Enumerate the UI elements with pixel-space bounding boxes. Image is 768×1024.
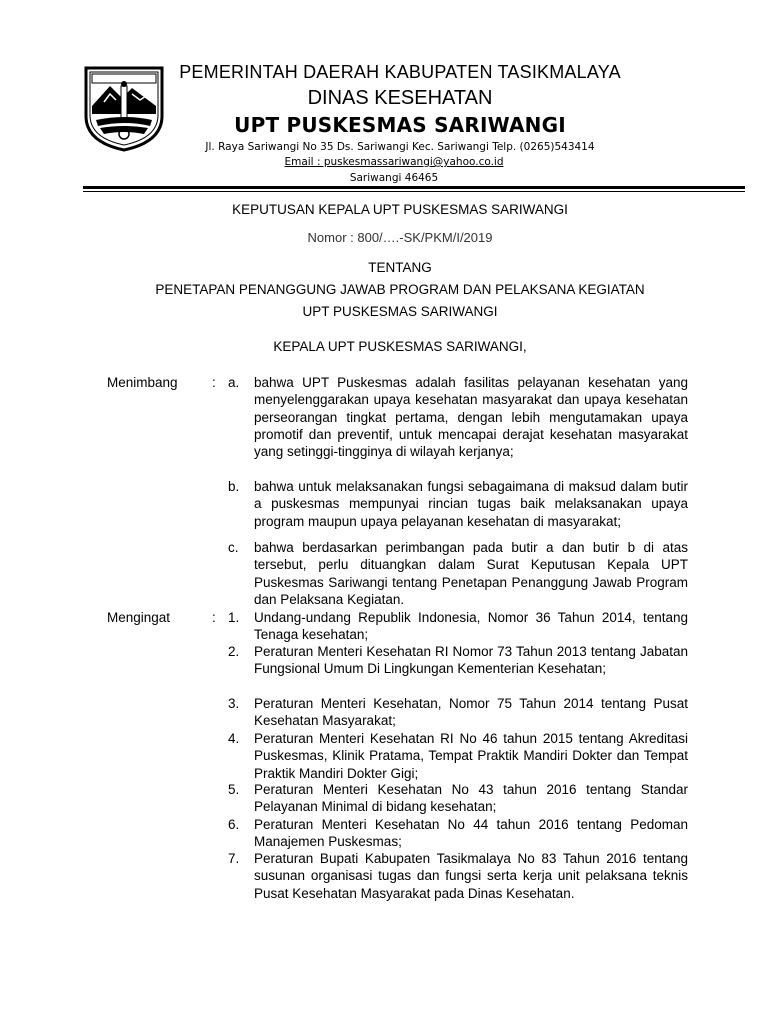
item-marker: 4. <box>228 731 240 746</box>
mengingat-item <box>228 781 688 816</box>
decree-subject-line2: UPT PUSKESMAS SARIWANGI <box>302 304 498 319</box>
decree-subject-line1: PENETAPAN PENANGGUNG JAWAB PROGRAM DAN PELAKSANA KEGIATAN <box>155 282 645 297</box>
letterhead-department: DINAS KESEHATAN <box>307 87 493 109</box>
mengingat-item <box>228 695 688 730</box>
letterhead-divider-thin <box>83 191 745 192</box>
item-text: Peraturan Bupati Kabupaten Tasikmalaya No 83 Tahun 2016 tentang susunan organisasi tugas dan fungsi serta kerja unit pelaksana teknis Pusat Kesehatan Masyarakat pada Dinas Kesehatan. <box>254 851 688 901</box>
menimbang-colon: : <box>212 375 216 390</box>
menimbang-item <box>228 374 688 460</box>
item-text: Peraturan Menteri Kesehatan No 43 tahun 2016 tentang Standar Pelayanan Minimal di bidang kesehatan; <box>254 782 688 815</box>
letterhead-government: PEMERINTAH DAERAH KABUPATEN TASIKMALAYA <box>179 62 621 82</box>
mengingat-colon: : <box>212 610 216 625</box>
item-text: bahwa untuk melaksanakan fungsi sebagaimana di maksud dalam butir a puskesmas mempunyai rincian tugas baik melaksanakan upaya program maupun upaya pelayanan kesehatan di masyarakat; <box>254 479 688 529</box>
decree-tentang: TENTANG <box>368 260 432 275</box>
menimbang-label: Menimbang <box>107 375 178 390</box>
letterhead-divider-thick <box>83 186 745 189</box>
decree-number: Nomor : 800/….-SK/PKM/I/2019 <box>307 230 493 245</box>
mengingat-item <box>228 850 688 902</box>
decree-authority: KEPALA UPT PUSKESMAS SARIWANGI, <box>273 339 527 354</box>
mengingat-item <box>228 643 688 678</box>
item-marker: 2. <box>228 644 240 659</box>
item-marker: 7. <box>228 851 240 866</box>
letterhead-institution: UPT PUSKESMAS SARIWANGI <box>234 113 566 137</box>
item-marker: 1. <box>228 610 240 625</box>
item-marker: a. <box>228 375 240 390</box>
letterhead-address: Jl. Raya Sariwangi No 35 Ds. Sariwangi Kec. Sariwangi Telp. (0265)543414 <box>205 141 595 153</box>
mengingat-item <box>228 730 688 782</box>
item-text: Peraturan Menteri Kesehatan No 44 tahun 2016 tentang Pedoman Manajemen Puskesmas; <box>254 817 688 850</box>
item-text: Undang-undang Republik Indonesia, Nomor 36 Tahun 2014, tentang Tenaga kesehatan; <box>254 610 688 643</box>
item-marker: b. <box>228 479 240 494</box>
decree-title: KEPUTUSAN KEPALA UPT PUSKESMAS SARIWANGI <box>232 202 568 217</box>
mengingat-label: Mengingat <box>107 610 171 625</box>
item-marker: 6. <box>228 817 240 832</box>
item-marker: 5. <box>228 782 240 797</box>
mengingat-item <box>228 609 688 644</box>
mengingat-item <box>228 816 688 851</box>
item-text: Peraturan Menteri Kesehatan RI Nomor 73 Tahun 2013 tentang Jabatan Fungsional Umum Di Lingkungan Kementerian Kesehatan; <box>254 644 688 677</box>
item-text: bahwa UPT Puskesmas adalah fasilitas pelayanan kesehatan yang menyelenggarakan upaya kesehatan masyarakat dan upaya kesehatan perseorangan tingkat pertama, dengan lebih mengutamakan upaya promotif dan preventif, untuk mencapai derajat kesehatan masyarakat yang setinggi-tingginya di wilayah kerjanya; <box>254 375 688 460</box>
letterhead-email[interactable]: Email : puskesmassariwangi@yahoo.co.id <box>284 156 504 168</box>
menimbang-item <box>228 539 688 608</box>
item-marker: c. <box>228 540 239 555</box>
item-marker: 3. <box>228 696 240 711</box>
letterhead-postal: Sariwangi 46465 <box>349 172 439 184</box>
item-text: Peraturan Menteri Kesehatan RI No 46 tahun 2015 tentang Akreditasi Puskesmas, Klinik Pratama, Tempat Praktik Mandiri Dokter dan Tempat Praktik Mandiri Dokter Gigi; <box>254 731 688 781</box>
menimbang-item <box>228 478 688 530</box>
item-text: bahwa berdasarkan perimbangan pada butir a dan butir b di atas tersebut, perlu dituangkan dalam Surat Keputusan Kepala UPT Puskesmas Sariwangi tentang Penetapan Penanggung Jawab Program dan Pelaksana Kegiatan. <box>254 540 688 607</box>
item-text: Peraturan Menteri Kesehatan, Nomor 75 Tahun 2014 tentang Pusat Kesehatan Masyarakat; <box>254 696 688 729</box>
